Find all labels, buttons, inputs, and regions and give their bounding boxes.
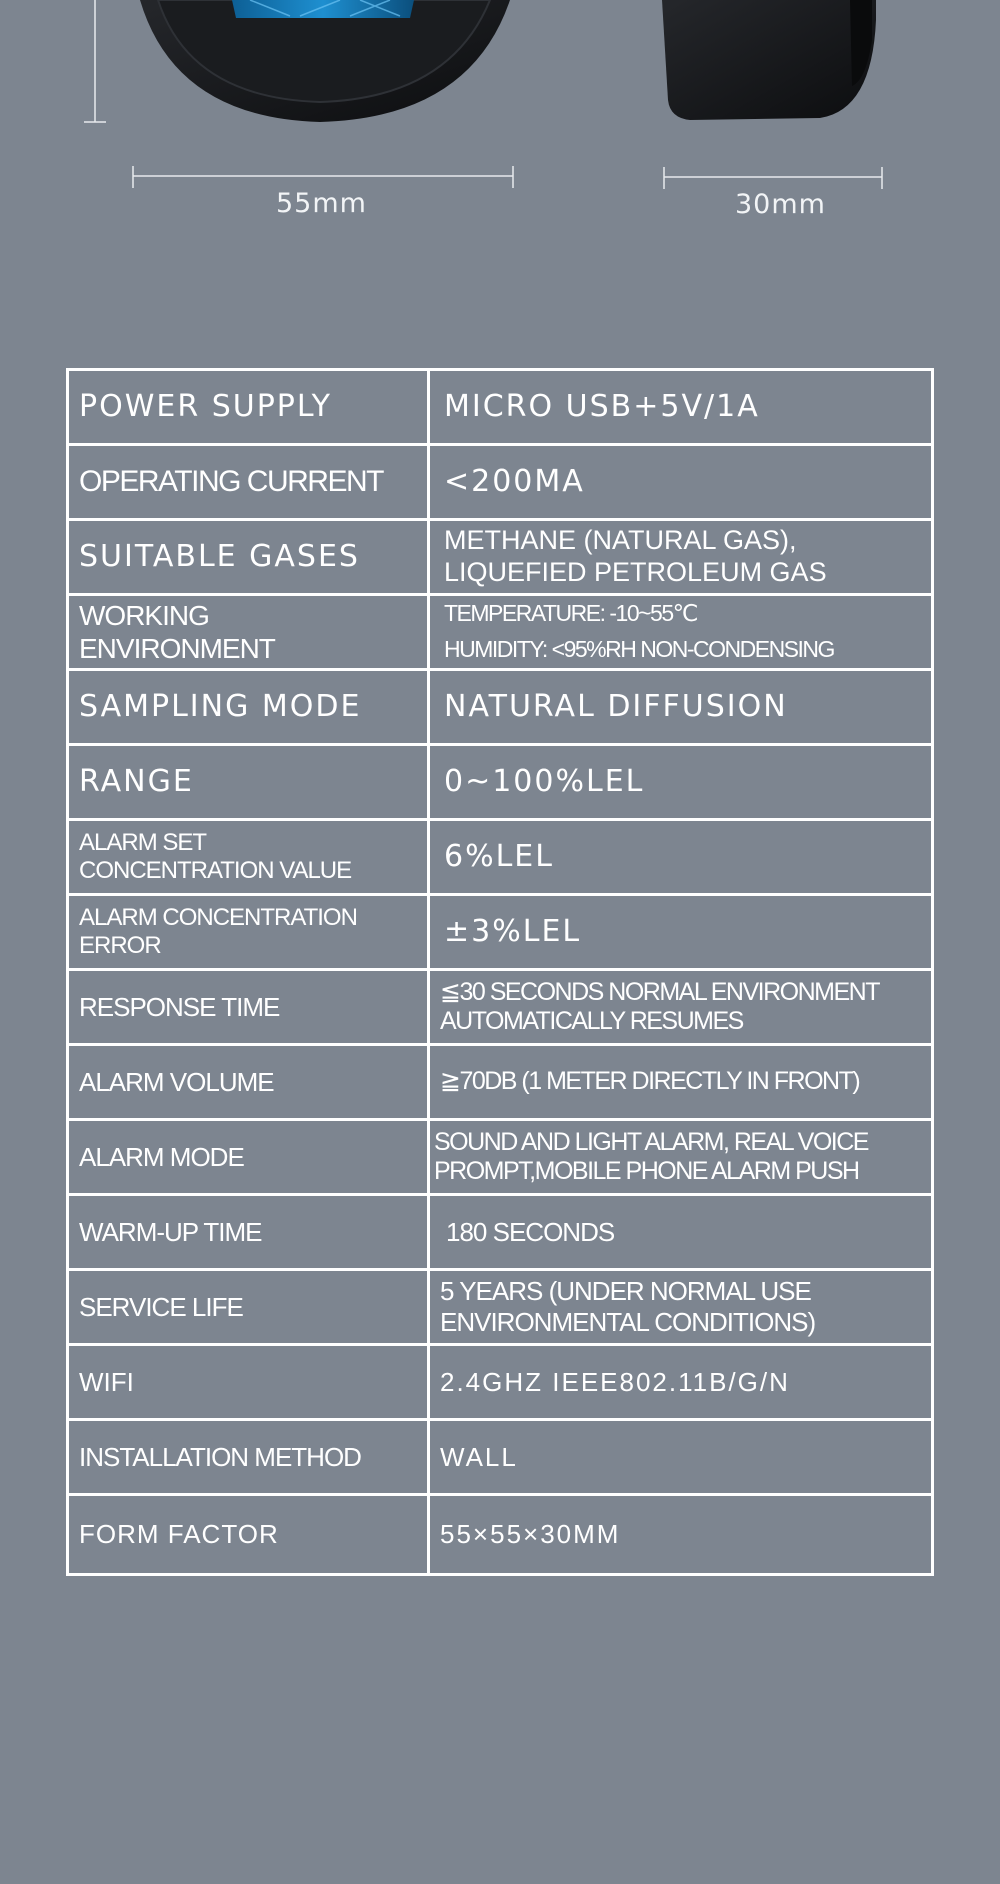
spec-value bbox=[429, 520, 933, 595]
spec-row-installation-method bbox=[68, 1420, 933, 1495]
spec-label: ALARM MODE bbox=[68, 1120, 429, 1195]
spec-row-alarm-concentration-error bbox=[68, 895, 933, 970]
spec-value: 2.4GHZ IEEE802.11B/G/N bbox=[429, 1345, 933, 1420]
spec-row-suitable-gases bbox=[68, 520, 933, 595]
spec-value-line: SOUND AND LIGHT ALARM, REAL VOICE bbox=[434, 1127, 868, 1156]
spec-value: NATURAL DIFFUSION bbox=[429, 670, 933, 745]
spec-value bbox=[429, 1120, 933, 1195]
specifications-table bbox=[66, 368, 934, 1576]
device-side-view bbox=[662, 0, 876, 120]
spec-label-line: ALARM CONCENTRATION bbox=[79, 903, 357, 931]
spec-row-power-supply bbox=[68, 370, 933, 445]
device-front-view bbox=[140, 0, 510, 122]
spec-value bbox=[429, 970, 933, 1045]
spec-label: INSTALLATION METHOD bbox=[68, 1420, 429, 1495]
spec-row-alarm-volume bbox=[68, 1045, 933, 1120]
spec-value: MICRO USB+5V/1A bbox=[429, 370, 933, 445]
spec-label: SERVICE LIFE bbox=[68, 1270, 429, 1345]
spec-row-warm-up-time bbox=[68, 1195, 933, 1270]
spec-label-line: CONCENTRATION VALUE bbox=[79, 857, 352, 884]
spec-label: OPERATING CURRENT bbox=[68, 445, 429, 520]
spec-label: FORM FACTOR bbox=[68, 1495, 429, 1575]
spec-value: 6%LEL bbox=[429, 820, 933, 895]
spec-value-line: LIQUEFIED PETROLEUM GAS bbox=[444, 557, 827, 587]
spec-row-alarm-set-concentration bbox=[68, 820, 933, 895]
spec-label-line: ERROR bbox=[79, 932, 161, 959]
spec-label: RESPONSE TIME bbox=[68, 970, 429, 1045]
spec-label: WARM-UP TIME bbox=[68, 1195, 429, 1270]
depth-dimension-label: 30mm bbox=[735, 189, 826, 220]
spec-label-line: ENVIRONMENT bbox=[79, 633, 275, 664]
spec-label: ALARM VOLUME bbox=[68, 1045, 429, 1120]
spec-value-line: ENVIRONMENTAL CONDITIONS) bbox=[440, 1307, 816, 1337]
spec-row-response-time bbox=[68, 970, 933, 1045]
spec-label: RANGE bbox=[68, 745, 429, 820]
spec-label bbox=[68, 820, 429, 895]
spec-label-line: WORKING bbox=[79, 599, 209, 631]
spec-row-operating-current bbox=[68, 445, 933, 520]
spec-value-line: AUTOMATICALLY RESUMES bbox=[440, 1007, 743, 1035]
spec-value: WALL bbox=[429, 1420, 933, 1495]
spec-label: SAMPLING MODE bbox=[68, 670, 429, 745]
spec-value-line: PROMPT,MOBILE PHONE ALARM PUSH bbox=[434, 1157, 859, 1185]
spec-row-sampling-mode bbox=[68, 670, 933, 745]
device-illustration bbox=[0, 0, 1000, 240]
spec-label bbox=[68, 895, 429, 970]
spec-row-range bbox=[68, 745, 933, 820]
spec-label: POWER SUPPLY bbox=[68, 370, 429, 445]
spec-label: WIFI bbox=[68, 1345, 429, 1420]
spec-value: ±3%LEL bbox=[429, 895, 933, 970]
spec-row-working-environment bbox=[68, 595, 933, 670]
spec-label-line: ALARM SET bbox=[79, 828, 207, 856]
spec-label: SUITABLE GASES bbox=[68, 520, 429, 595]
spec-value bbox=[429, 1270, 933, 1345]
spec-value-line: ≦30 SECONDS NORMAL ENVIRONMENT bbox=[440, 977, 879, 1006]
spec-value: 0~100%LEL bbox=[429, 745, 933, 820]
spec-row-alarm-mode bbox=[68, 1120, 933, 1195]
product-dimension-drawing bbox=[0, 0, 1000, 240]
spec-value: 55×55×30MM bbox=[429, 1495, 933, 1575]
spec-row-form-factor bbox=[68, 1495, 933, 1575]
width-dimension-label: 55mm bbox=[276, 188, 367, 219]
spec-label bbox=[68, 595, 429, 670]
spec-value-line: 5 YEARS (UNDER NORMAL USE bbox=[440, 1276, 811, 1307]
spec-value: <200MA bbox=[429, 445, 933, 520]
spec-value: ≧70DB (1 METER DIRECTLY IN FRONT) bbox=[429, 1045, 933, 1120]
spec-value-line: TEMPERATURE: -10~55℃ bbox=[444, 600, 697, 627]
spec-value: 180 SECONDS bbox=[429, 1195, 933, 1270]
spec-value-line: METHANE (NATURAL GAS), bbox=[444, 525, 797, 556]
spec-row-wifi bbox=[68, 1345, 933, 1420]
spec-value-line: HUMIDITY: <95%RH NON-CONDENSING bbox=[444, 636, 834, 662]
spec-row-service-life bbox=[68, 1270, 933, 1345]
spec-value bbox=[429, 595, 933, 670]
